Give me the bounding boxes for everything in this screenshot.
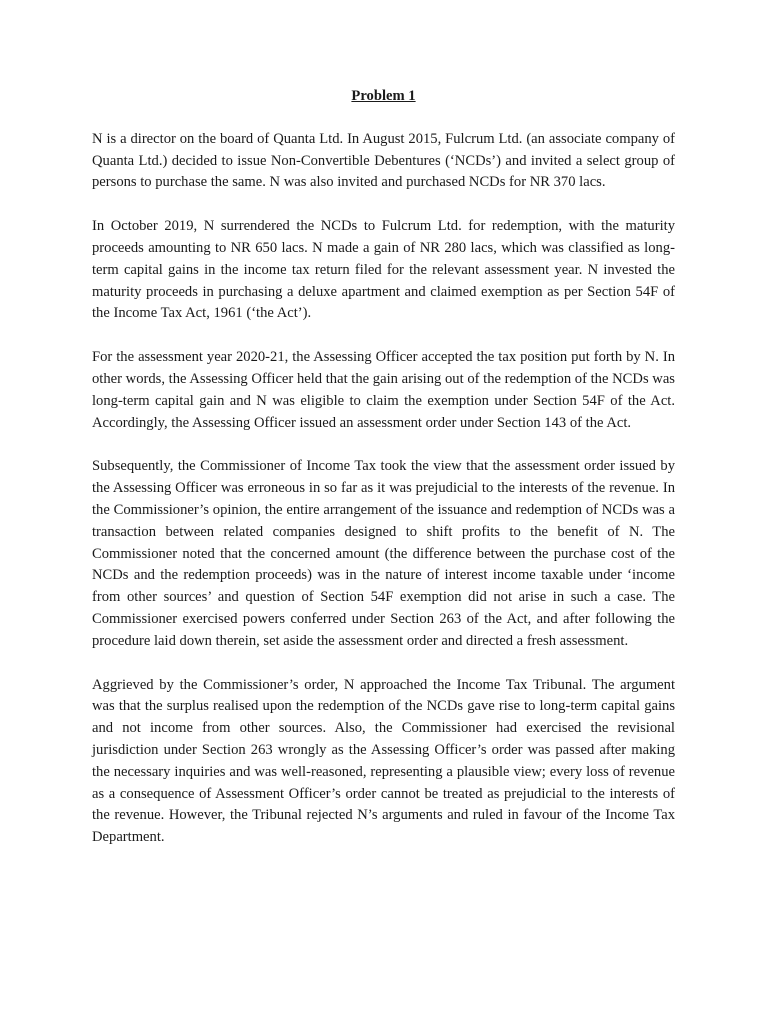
paragraph-commissioner-view: Subsequently, the Commissioner of Income Tax took the view that the assessment order issued by the Assessing Officer was erroneous in so far as it was prejudicial to the interests of the revenue. In the Commissioner’s opinion, the entire arrangement of the issuance and redemption of NCDs was a transaction between related companies designed to shift profits to the benefit of N. The Commissioner noted that the concerned amount (the difference between the purchase cost of the NCDs and the redemption proceeds) was in the nature of interest income taxable under ‘income from other sources’ and question of Section 54F exemption did not arise in such a case. The Commissioner exercised powers conferred under Section 263 of the Act, and after following the procedure laid down therein, set aside the assessment order and directed a fresh assessment. (92, 458, 675, 649)
problem-title: Problem 1 (351, 88, 416, 104)
paragraph-tribunal-appeal: Aggrieved by the Commissioner’s order, N approached the Income Tax Tribunal. The argument was that the surplus realised upon the redemption of the NCDs gave rise to long-term capital gains and not income from other sources. Also, the Commissioner had exercised the revisional jurisdiction under Section 263 wrongly as the Assessing Officer’s order was passed after making the necessary inquiries and was well-reasoned, representing a plausible view; every loss of revenue as a consequence of Assessment Officer’s order cannot be treated as prejudicial to the interests of the revenue. However, the Tribunal rejected N’s arguments and ruled in favour of the Income Tax Department. (92, 676, 675, 846)
document-body (92, 86, 675, 871)
paragraph-ncd-purchase: N is a director on the board of Quanta Ltd. In August 2015, Fulcrum Ltd. (an associate company of Quanta Ltd.) decided to issue Non-Convertible Debentures (‘NCDs’) and invited a select group of persons to purchase the same. N was also invited and purchased NCDs for NR 370 lacs. (92, 130, 675, 191)
paragraph-assessment-order: For the assessment year 2020-21, the Assessing Officer accepted the tax position put forth by N. In other words, the Assessing Officer held that the gain arising out of the redemption of the NCDs was long-term capital gain and N was eligible to claim the exemption under Section 54F of the Act. Accordingly, the Assessing Officer issued an assessment order under Section 143 of the Act. (92, 349, 675, 431)
paragraph-redemption: In October 2019, N surrendered the NCDs to Fulcrum Ltd. for redemption, with the maturity proceeds amounting to NR 650 lacs. N made a gain of NR 280 lacs, which was classified as long-term capital gains in the income tax return filed for the relevant assessment year. N invested the maturity proceeds in purchasing a deluxe apartment and claimed exemption as per Section 54F of the Income Tax Act, 1961 (‘the Act’). (92, 218, 675, 322)
